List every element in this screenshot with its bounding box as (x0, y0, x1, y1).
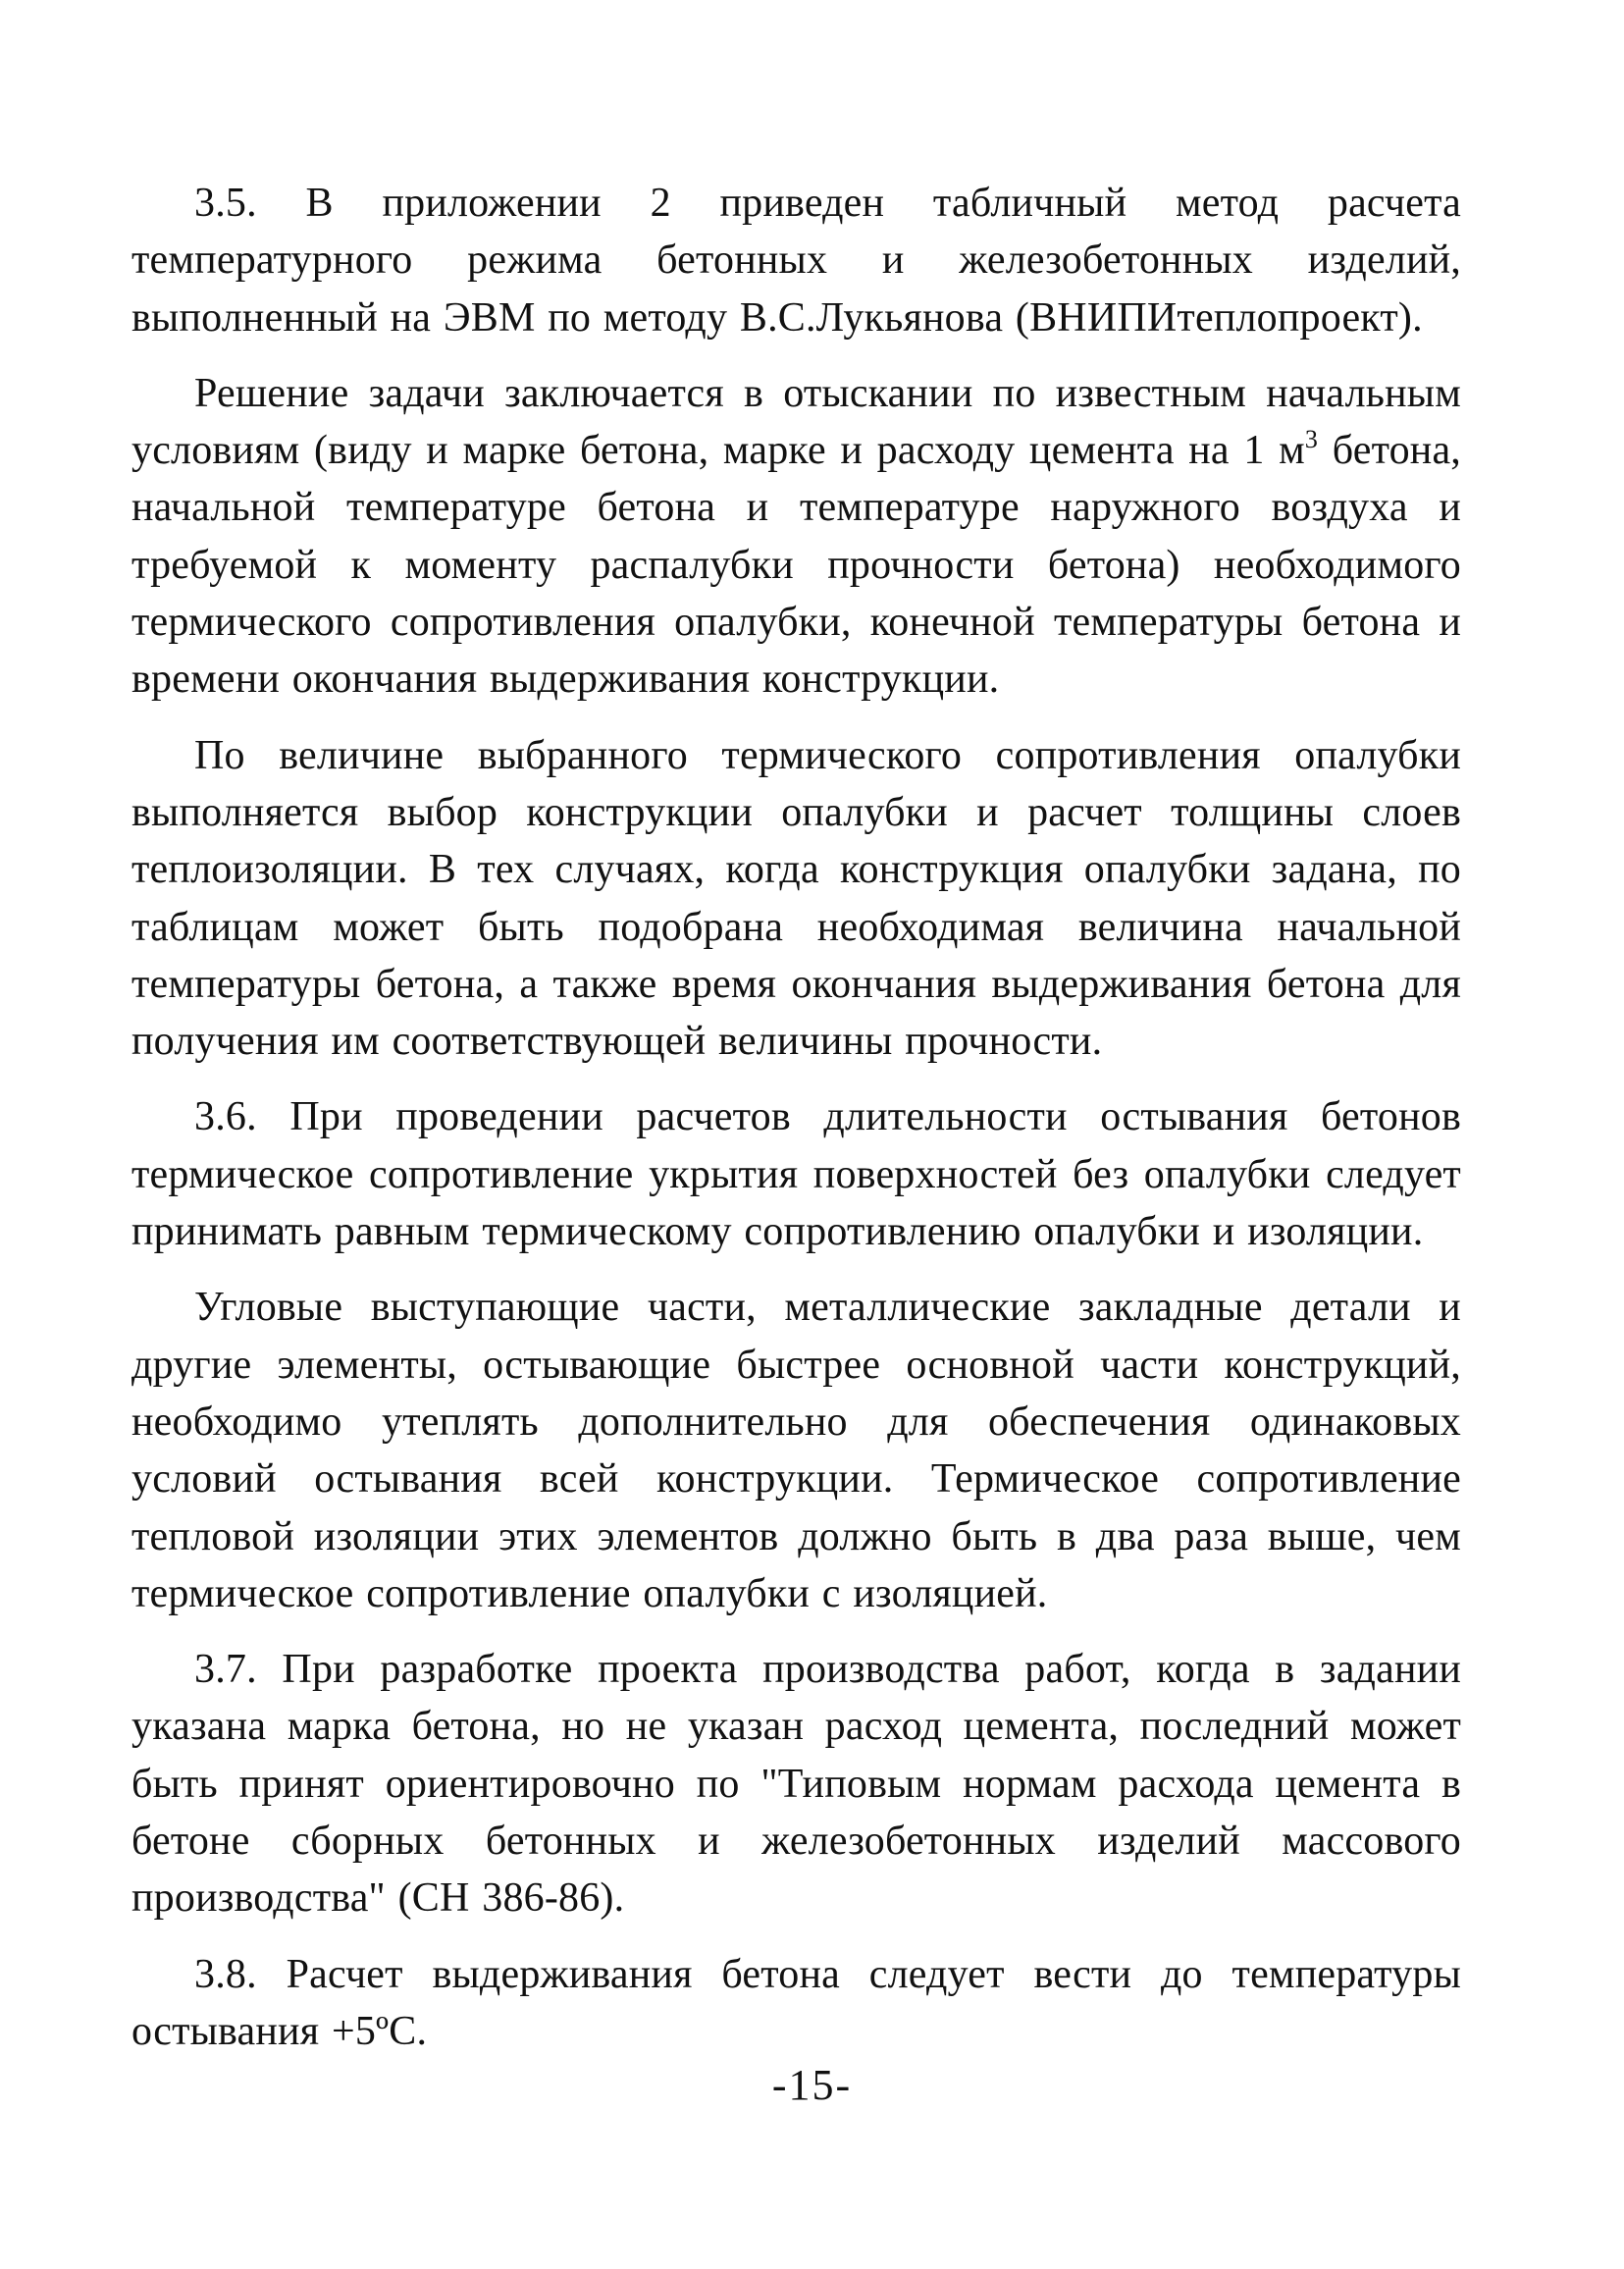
paragraph-3-6-corner-elements: Угловые выступающие части, металлические закладные детали и другие элементы, остывающие быстрее основной части конструкций, необходимо утеплять дополнительно для обеспечения одинаковых условий остывания всей конструкции. Термическое сопротивление тепловой изоляции этих элементов должно быть в два раза выше, чем термическое сопротивление опалубки с изоляцией. (131, 1285, 1461, 1616)
body-text (131, 175, 1461, 2079)
paragraph-3-5: 3.5. В приложении 2 приведен табличный метод расчета температурного режима бетонных и железобетонных изделий, выполненный на ЭВМ по методу В.С.Лукьянова (ВНИПИтеплопроект). (131, 181, 1461, 341)
paragraph-3-5-formwork-choice: По величине выбранного термического сопротивления опалубки выполняется выбор конструкции опалубки и расчет толщины слоев теплоизоляции. В тех случаях, когда конструкция опалубки задана, по таблицам может быть подобрана необходимая величина начальной температуры бетона, а также время окончания выдерживания бетона для получения им соответствующей величины прочности. (131, 732, 1461, 1065)
paragraph-text-before-superscript: Решение задачи заключается в отыскании по известным начальным условиям (виду и марке бетона, марке и расходу цемента на 1 м (131, 370, 1461, 474)
paragraph-3-8: 3.8. Расчет выдерживания бетона следует вести до температуры остывания +5ºС. (131, 1951, 1461, 2054)
paragraph-3-5-solution (131, 365, 1461, 709)
cubic-superscript: 3 (1304, 425, 1319, 454)
paragraph-3-7: 3.7. При разработке проекта производства работ, когда в задании указана марка бетона, но не указан расход цемента, последний может быть принят ориентировочно по "Типовым нормам расхода цемента в бетоне сборных бетонных и железобетонных изделий массового производства" (СН 386-86). (131, 1647, 1461, 1922)
page-number: -15- (771, 2061, 853, 2109)
paragraph-3-6: 3.6. При проведении расчетов длительности остывания бетонов термическое сопротивление укрытия поверхностей без опалубки следует принимать равным термическому сопротивлению опалубки и изоляции. (131, 1094, 1461, 1255)
paragraph-text-after-superscript: бетона, начальной температуре бетона и температуре наружного воздуха и требуемой к моменту распалубки прочности бетона) необходимого термического сопротивления опалубки, конечной температуры бетона и времени окончания выдерживания конструкции. (131, 428, 1461, 703)
